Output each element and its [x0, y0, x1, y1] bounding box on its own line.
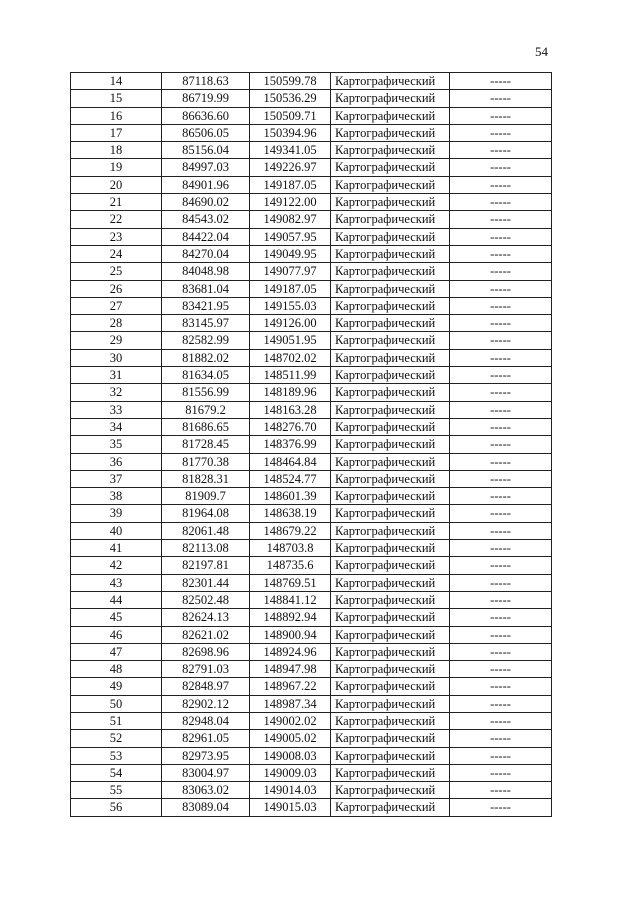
x-coordinate-cell: 82791.03 [162, 661, 250, 678]
point-number-cell: 18 [71, 142, 162, 159]
x-coordinate-cell: 86719.99 [162, 90, 250, 107]
error-cell: ----- [450, 176, 552, 193]
y-coordinate-cell: 148735.6 [250, 557, 331, 574]
y-coordinate-cell: 149015.03 [250, 799, 331, 816]
method-cell: Картографический [331, 194, 450, 211]
table-row [71, 643, 552, 660]
table-row [71, 228, 552, 245]
coordinates-table [70, 72, 552, 817]
method-cell: Картографический [331, 315, 450, 332]
error-cell: ----- [450, 782, 552, 799]
error-cell: ----- [450, 349, 552, 366]
table-row [71, 194, 552, 211]
point-number-cell: 30 [71, 349, 162, 366]
point-number-cell: 37 [71, 470, 162, 487]
x-coordinate-cell: 81770.38 [162, 453, 250, 470]
error-cell: ----- [450, 367, 552, 384]
method-cell: Картографический [331, 453, 450, 470]
table-row [71, 142, 552, 159]
table-row [71, 401, 552, 418]
table-row [71, 626, 552, 643]
x-coordinate-cell: 81679.2 [162, 401, 250, 418]
y-coordinate-cell: 149077.97 [250, 263, 331, 280]
error-cell: ----- [450, 124, 552, 141]
method-cell: Картографический [331, 367, 450, 384]
table-row [71, 470, 552, 487]
table-row [71, 349, 552, 366]
x-coordinate-cell: 84690.02 [162, 194, 250, 211]
x-coordinate-cell: 84270.04 [162, 245, 250, 262]
table-row [71, 747, 552, 764]
error-cell: ----- [450, 211, 552, 228]
method-cell: Картографический [331, 695, 450, 712]
error-cell: ----- [450, 799, 552, 816]
error-cell: ----- [450, 228, 552, 245]
table-row [71, 730, 552, 747]
method-cell: Картографический [331, 418, 450, 435]
error-cell: ----- [450, 661, 552, 678]
table-row [71, 418, 552, 435]
y-coordinate-cell: 148769.51 [250, 574, 331, 591]
x-coordinate-cell: 84901.96 [162, 176, 250, 193]
method-cell: Картографический [331, 280, 450, 297]
table-row [71, 73, 552, 90]
point-number-cell: 38 [71, 488, 162, 505]
y-coordinate-cell: 148511.99 [250, 367, 331, 384]
method-cell: Картографический [331, 401, 450, 418]
method-cell: Картографический [331, 557, 450, 574]
method-cell: Картографический [331, 764, 450, 781]
x-coordinate-cell: 83145.97 [162, 315, 250, 332]
point-number-cell: 22 [71, 211, 162, 228]
x-coordinate-cell: 81728.45 [162, 436, 250, 453]
error-cell: ----- [450, 609, 552, 626]
method-cell: Картографический [331, 782, 450, 799]
point-number-cell: 34 [71, 418, 162, 435]
x-coordinate-cell: 83004.97 [162, 764, 250, 781]
x-coordinate-cell: 82624.13 [162, 609, 250, 626]
method-cell: Картографический [331, 799, 450, 816]
method-cell: Картографический [331, 211, 450, 228]
y-coordinate-cell: 149005.02 [250, 730, 331, 747]
error-cell: ----- [450, 107, 552, 124]
x-coordinate-cell: 83063.02 [162, 782, 250, 799]
x-coordinate-cell: 82301.44 [162, 574, 250, 591]
point-number-cell: 51 [71, 712, 162, 729]
y-coordinate-cell: 149187.05 [250, 280, 331, 297]
point-number-cell: 56 [71, 799, 162, 816]
y-coordinate-cell: 149187.05 [250, 176, 331, 193]
error-cell: ----- [450, 315, 552, 332]
coordinates-table-body [71, 73, 552, 817]
y-coordinate-cell: 149122.00 [250, 194, 331, 211]
x-coordinate-cell: 82621.02 [162, 626, 250, 643]
y-coordinate-cell: 149082.97 [250, 211, 331, 228]
table-row [71, 159, 552, 176]
x-coordinate-cell: 82902.12 [162, 695, 250, 712]
x-coordinate-cell: 84422.04 [162, 228, 250, 245]
table-row [71, 280, 552, 297]
x-coordinate-cell: 81686.65 [162, 418, 250, 435]
x-coordinate-cell: 86636.60 [162, 107, 250, 124]
point-number-cell: 46 [71, 626, 162, 643]
x-coordinate-cell: 82961.05 [162, 730, 250, 747]
x-coordinate-cell: 86506.05 [162, 124, 250, 141]
error-cell: ----- [450, 297, 552, 314]
method-cell: Картографический [331, 297, 450, 314]
error-cell: ----- [450, 194, 552, 211]
method-cell: Картографический [331, 730, 450, 747]
y-coordinate-cell: 149057.95 [250, 228, 331, 245]
method-cell: Картографический [331, 470, 450, 487]
method-cell: Картографический [331, 107, 450, 124]
point-number-cell: 17 [71, 124, 162, 141]
y-coordinate-cell: 148376.99 [250, 436, 331, 453]
x-coordinate-cell: 82197.81 [162, 557, 250, 574]
page-number: 54 [535, 44, 548, 59]
table-row [71, 384, 552, 401]
table-row [71, 522, 552, 539]
table-row [71, 695, 552, 712]
x-coordinate-cell: 81882.02 [162, 349, 250, 366]
x-coordinate-cell: 81634.05 [162, 367, 250, 384]
table-row [71, 488, 552, 505]
y-coordinate-cell: 148967.22 [250, 678, 331, 695]
point-number-cell: 14 [71, 73, 162, 90]
y-coordinate-cell: 148189.96 [250, 384, 331, 401]
point-number-cell: 41 [71, 540, 162, 557]
method-cell: Картографический [331, 626, 450, 643]
x-coordinate-cell: 82848.97 [162, 678, 250, 695]
error-cell: ----- [450, 488, 552, 505]
method-cell: Картографический [331, 142, 450, 159]
point-number-cell: 39 [71, 505, 162, 522]
table-row [71, 712, 552, 729]
x-coordinate-cell: 83089.04 [162, 799, 250, 816]
x-coordinate-cell: 83421.95 [162, 297, 250, 314]
table-row [71, 782, 552, 799]
y-coordinate-cell: 148601.39 [250, 488, 331, 505]
x-coordinate-cell: 87118.63 [162, 73, 250, 90]
point-number-cell: 45 [71, 609, 162, 626]
table-row [71, 764, 552, 781]
error-cell: ----- [450, 730, 552, 747]
x-coordinate-cell: 82973.95 [162, 747, 250, 764]
y-coordinate-cell: 149051.95 [250, 332, 331, 349]
y-coordinate-cell: 150599.78 [250, 73, 331, 90]
y-coordinate-cell: 148841.12 [250, 591, 331, 608]
error-cell: ----- [450, 142, 552, 159]
table-row [71, 574, 552, 591]
method-cell: Картографический [331, 245, 450, 262]
point-number-cell: 48 [71, 661, 162, 678]
method-cell: Картографический [331, 678, 450, 695]
table-row [71, 436, 552, 453]
table-row [71, 540, 552, 557]
method-cell: Картографический [331, 263, 450, 280]
method-cell: Картографический [331, 332, 450, 349]
y-coordinate-cell: 148987.34 [250, 695, 331, 712]
y-coordinate-cell: 149014.03 [250, 782, 331, 799]
point-number-cell: 15 [71, 90, 162, 107]
point-number-cell: 26 [71, 280, 162, 297]
y-coordinate-cell: 148947.98 [250, 661, 331, 678]
point-number-cell: 19 [71, 159, 162, 176]
table-row [71, 176, 552, 193]
y-coordinate-cell: 148924.96 [250, 643, 331, 660]
error-cell: ----- [450, 540, 552, 557]
error-cell: ----- [450, 522, 552, 539]
method-cell: Картографический [331, 505, 450, 522]
table-row [71, 90, 552, 107]
error-cell: ----- [450, 505, 552, 522]
point-number-cell: 50 [71, 695, 162, 712]
error-cell: ----- [450, 764, 552, 781]
table-row [71, 505, 552, 522]
method-cell: Картографический [331, 436, 450, 453]
point-number-cell: 47 [71, 643, 162, 660]
point-number-cell: 31 [71, 367, 162, 384]
x-coordinate-cell: 82698.96 [162, 643, 250, 660]
error-cell: ----- [450, 263, 552, 280]
y-coordinate-cell: 149049.95 [250, 245, 331, 262]
point-number-cell: 33 [71, 401, 162, 418]
error-cell: ----- [450, 453, 552, 470]
table-row [71, 211, 552, 228]
table-row [71, 315, 552, 332]
error-cell: ----- [450, 280, 552, 297]
point-number-cell: 55 [71, 782, 162, 799]
x-coordinate-cell: 81964.08 [162, 505, 250, 522]
point-number-cell: 35 [71, 436, 162, 453]
table-row [71, 453, 552, 470]
table-row [71, 332, 552, 349]
error-cell: ----- [450, 418, 552, 435]
error-cell: ----- [450, 159, 552, 176]
y-coordinate-cell: 149155.03 [250, 297, 331, 314]
method-cell: Картографический [331, 176, 450, 193]
error-cell: ----- [450, 470, 552, 487]
table-row [71, 245, 552, 262]
point-number-cell: 20 [71, 176, 162, 193]
error-cell: ----- [450, 747, 552, 764]
method-cell: Картографический [331, 90, 450, 107]
method-cell: Картографический [331, 488, 450, 505]
x-coordinate-cell: 81828.31 [162, 470, 250, 487]
point-number-cell: 44 [71, 591, 162, 608]
x-coordinate-cell: 84048.98 [162, 263, 250, 280]
point-number-cell: 53 [71, 747, 162, 764]
error-cell: ----- [450, 574, 552, 591]
table-row [71, 297, 552, 314]
method-cell: Картографический [331, 747, 450, 764]
error-cell: ----- [450, 712, 552, 729]
error-cell: ----- [450, 643, 552, 660]
point-number-cell: 36 [71, 453, 162, 470]
error-cell: ----- [450, 90, 552, 107]
y-coordinate-cell: 148703.8 [250, 540, 331, 557]
method-cell: Картографический [331, 124, 450, 141]
y-coordinate-cell: 150394.96 [250, 124, 331, 141]
point-number-cell: 32 [71, 384, 162, 401]
table-row [71, 124, 552, 141]
x-coordinate-cell: 82582.99 [162, 332, 250, 349]
point-number-cell: 52 [71, 730, 162, 747]
table-row [71, 107, 552, 124]
x-coordinate-cell: 85156.04 [162, 142, 250, 159]
table-row [71, 609, 552, 626]
y-coordinate-cell: 149002.02 [250, 712, 331, 729]
error-cell: ----- [450, 245, 552, 262]
point-number-cell: 49 [71, 678, 162, 695]
method-cell: Картографический [331, 384, 450, 401]
y-coordinate-cell: 150509.71 [250, 107, 331, 124]
error-cell: ----- [450, 591, 552, 608]
point-number-cell: 28 [71, 315, 162, 332]
method-cell: Картографический [331, 591, 450, 608]
method-cell: Картографический [331, 349, 450, 366]
y-coordinate-cell: 149008.03 [250, 747, 331, 764]
point-number-cell: 23 [71, 228, 162, 245]
x-coordinate-cell: 83681.04 [162, 280, 250, 297]
method-cell: Картографический [331, 712, 450, 729]
point-number-cell: 25 [71, 263, 162, 280]
table-row [71, 367, 552, 384]
error-cell: ----- [450, 436, 552, 453]
error-cell: ----- [450, 332, 552, 349]
method-cell: Картографический [331, 643, 450, 660]
method-cell: Картографический [331, 73, 450, 90]
method-cell: Картографический [331, 159, 450, 176]
method-cell: Картографический [331, 661, 450, 678]
method-cell: Картографический [331, 522, 450, 539]
point-number-cell: 40 [71, 522, 162, 539]
x-coordinate-cell: 82113.08 [162, 540, 250, 557]
error-cell: ----- [450, 695, 552, 712]
y-coordinate-cell: 149009.03 [250, 764, 331, 781]
point-number-cell: 42 [71, 557, 162, 574]
y-coordinate-cell: 148638.19 [250, 505, 331, 522]
y-coordinate-cell: 150536.29 [250, 90, 331, 107]
y-coordinate-cell: 148892.94 [250, 609, 331, 626]
table-row [71, 799, 552, 816]
point-number-cell: 43 [71, 574, 162, 591]
error-cell: ----- [450, 626, 552, 643]
point-number-cell: 16 [71, 107, 162, 124]
table-row [71, 263, 552, 280]
y-coordinate-cell: 148524.77 [250, 470, 331, 487]
x-coordinate-cell: 84543.02 [162, 211, 250, 228]
x-coordinate-cell: 84997.03 [162, 159, 250, 176]
error-cell: ----- [450, 73, 552, 90]
x-coordinate-cell: 82948.04 [162, 712, 250, 729]
x-coordinate-cell: 82502.48 [162, 591, 250, 608]
y-coordinate-cell: 149126.00 [250, 315, 331, 332]
y-coordinate-cell: 148900.94 [250, 626, 331, 643]
table-row [71, 661, 552, 678]
point-number-cell: 29 [71, 332, 162, 349]
table-row [71, 678, 552, 695]
point-number-cell: 27 [71, 297, 162, 314]
y-coordinate-cell: 148702.02 [250, 349, 331, 366]
y-coordinate-cell: 149226.97 [250, 159, 331, 176]
y-coordinate-cell: 148163.28 [250, 401, 331, 418]
point-number-cell: 54 [71, 764, 162, 781]
y-coordinate-cell: 149341.05 [250, 142, 331, 159]
table-row [71, 557, 552, 574]
y-coordinate-cell: 148464.84 [250, 453, 331, 470]
method-cell: Картографический [331, 540, 450, 557]
y-coordinate-cell: 148276.70 [250, 418, 331, 435]
y-coordinate-cell: 148679.22 [250, 522, 331, 539]
error-cell: ----- [450, 678, 552, 695]
error-cell: ----- [450, 401, 552, 418]
x-coordinate-cell: 81909.7 [162, 488, 250, 505]
method-cell: Картографический [331, 228, 450, 245]
point-number-cell: 24 [71, 245, 162, 262]
method-cell: Картографический [331, 574, 450, 591]
x-coordinate-cell: 82061.48 [162, 522, 250, 539]
method-cell: Картографический [331, 609, 450, 626]
table-row [71, 591, 552, 608]
point-number-cell: 21 [71, 194, 162, 211]
error-cell: ----- [450, 557, 552, 574]
error-cell: ----- [450, 384, 552, 401]
x-coordinate-cell: 81556.99 [162, 384, 250, 401]
